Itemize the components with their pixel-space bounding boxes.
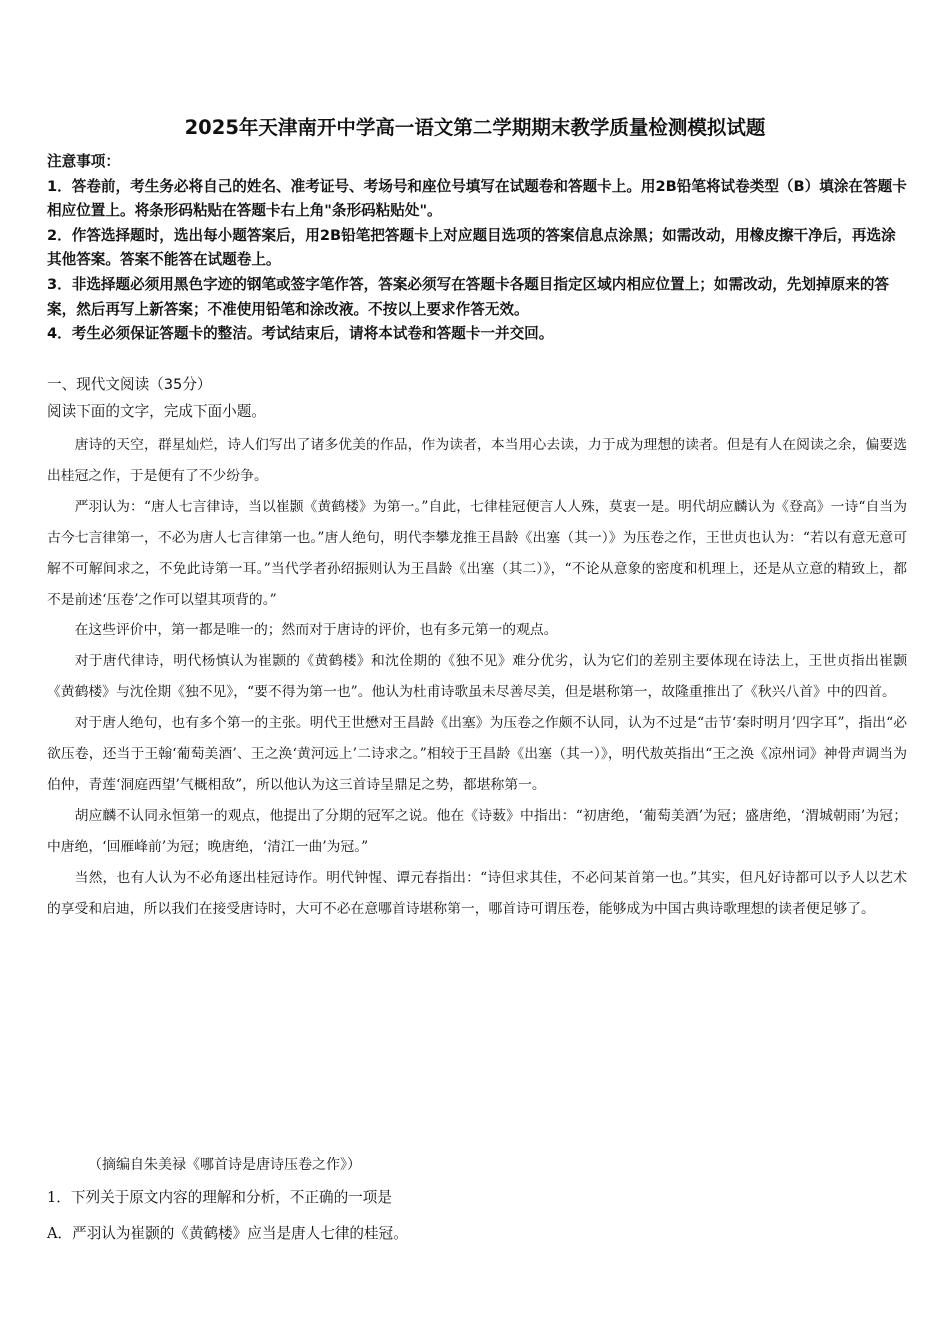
notice-block bbox=[47, 150, 907, 347]
notice-heading: 注意事项： bbox=[47, 153, 120, 170]
passage-paragraph: 胡应麟不认同永恒第一的观点，他提出了分期的冠军之说。他在《诗薮》中指出：“初唐绝，‘葡萄美酒’为冠；盛唐绝，‘渭城朝雨’为冠；中唐绝，‘回雁峰前’为冠；晚唐绝，‘清江一曲’为冠。” bbox=[47, 807, 907, 855]
reading-passage bbox=[47, 430, 907, 925]
passage-paragraph: 在这些评价中，第一都是唯一的；然而对于唐诗的评价，也有多元第一的观点。 bbox=[74, 622, 558, 639]
passage-paragraph: 对于唐代律诗，明代杨慎认为崔颢的《黄鹤楼》和沈佺期的《独不见》难分优劣，认为它们的差别主要体现在诗法上，王世贞指出崔颢《黄鹤楼》与沈佺期《独不见》，“要不得为第一也”。他认为杜甫诗歌虽未尽善尽美，但是堪称第一，故隆重推出了《秋兴八首》中的四首。 bbox=[47, 653, 907, 701]
passage-paragraph: 严羽认为：“唐人七言律诗，当以崔颢《黄鹤楼》为第一。”自此，七律桂冠便言人人殊，莫衷一是。明代胡应麟认为《登高》一诗“自当为古今七言律第一，不必为唐人七言律第一也。”唐人绝句，明代李攀龙推王昌龄《出塞（其一）》为压卷之作，王世贞也认为：“若以有意无意可解不可解间求之，不免此诗第一耳。”当代学者孙绍振则认为王昌龄《出塞（其二）》，“不论从意象的密度和机理上，还是从立意的精致上，都不是前述‘压卷’之作可以望其项背的。” bbox=[47, 498, 907, 608]
notice-item: 2．作答选择题时，选出每小题答案后，用2B铅笔把答题卡上对应题目选项的答案信息点涂黑；如需改动，用橡皮擦干净后，再选涂其他答案。答案不能答在试题卷上。 bbox=[47, 226, 896, 269]
section-heading: 一、现代文阅读（35分） bbox=[47, 376, 212, 393]
passage-paragraph: 当然，也有人认为不必角逐出桂冠诗作。明代钟惺、谭元春指出：“诗但求其佳，不必问某首第一也。”其实，但凡好诗都可以予人以艺术的享受和启迪，所以我们在接受唐诗时，大可不必在意哪首诗堪称第一，哪首诗可谓压卷，能够成为中国古典诗歌理想的读者便足够了。 bbox=[47, 869, 907, 917]
exam-title: 2025年天津南开中学高一语文第二学期期末教学质量检测模拟试题 bbox=[184, 116, 766, 139]
option-a: A．严羽认为崔颢的《黄鹤楼》应当是唐人七律的桂冠。 bbox=[47, 1225, 408, 1242]
notice-item: 1．答卷前，考生务必将自己的姓名、准考证号、考场号和座位号填写在试题卷和答题卡上。用2B铅笔将试卷类型（B）填涂在答题卡相应位置上。将条形码粘贴在答题卡右上角"条形码粘贴处"。 bbox=[47, 177, 907, 220]
question-stem: 1．下列关于原文内容的理解和分析，不正确的一项是 bbox=[47, 1189, 392, 1206]
passage-source: （摘编自朱美禄《哪首诗是唐诗压卷之作》） bbox=[88, 1157, 361, 1173]
passage-paragraph: 唐诗的天空，群星灿烂，诗人们写出了诸多优美的作品，作为读者，本当用心去读，力于成为理想的读者。但是有人在阅读之余，偏要选出桂冠之作，于是便有了不少纷争。 bbox=[47, 437, 907, 484]
section-instruction: 阅读下面的文字，完成下面小题。 bbox=[47, 403, 266, 420]
passage-paragraph: 对于唐人绝句，也有多个第一的主张。明代王世懋对王昌龄《出塞》为压卷之作颇不认同，认为不过是“击节‘秦时明月’四字耳”，指出“必欲压卷，还当于王翰‘葡萄美酒’、王之涣‘黄河远上’二诗求之。”相较于王昌龄《出塞（其一）》，明代敖英指出“王之涣《凉州词》神骨声调当为伯仲，青莲‘洞庭西望’气概相敌”，所以他认为这三首诗呈鼎足之势，都堪称第一。 bbox=[47, 715, 907, 793]
notice-item: 4．考生必须保证答题卡的整洁。考试结束后，请将本试卷和答题卡一并交回。 bbox=[47, 325, 554, 343]
notice-item: 3．非选择题必须用黑色字迹的钢笔或签字笔作答，答案必须写在答题卡各题目指定区域内相应位置上；如需改动，先划掉原来的答案，然后再写上新答案；不准使用铅笔和涂改液。不按以上要求作答无效。 bbox=[47, 275, 890, 318]
